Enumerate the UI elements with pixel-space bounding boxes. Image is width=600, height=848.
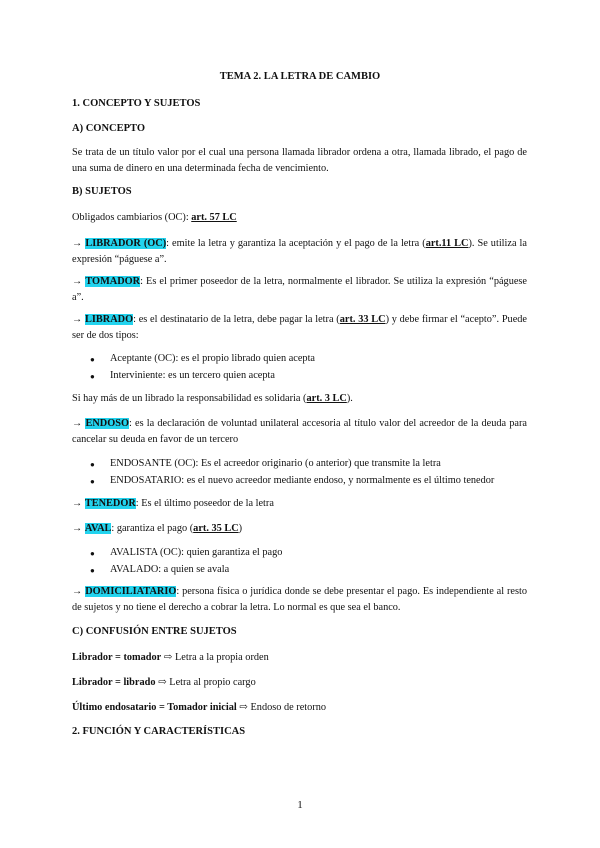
arrow-icon: → xyxy=(72,586,83,597)
aval-types-list xyxy=(90,545,530,579)
aval-text: : garantiza el pago ( xyxy=(111,523,194,534)
obligados-paragraph xyxy=(72,210,527,226)
confusion-line xyxy=(72,700,527,716)
document-title: TEMA 2. LA LETRA DE CAMBIO xyxy=(219,71,381,82)
arrow-icon: → xyxy=(72,276,83,287)
list-item: ● Aceptante (OC): es el propio librado quien acepta xyxy=(90,351,530,368)
subheading-concepto: A) CONCEPTO xyxy=(72,123,146,134)
confusion-term: Librador = librado xyxy=(72,677,156,688)
confusion-result: ⇨ Letra a la propia orden xyxy=(161,652,269,663)
solidaria-text: Si hay más de un librado la responsabilidad es solidaria ( xyxy=(72,393,307,404)
list-item: ● ENDOSATARIO: es el nuevo acreedor mediante endoso, y normalmente es el último tenedor xyxy=(90,473,530,490)
librador-paragraph xyxy=(72,236,527,268)
art-33-ref: art. 33 LC xyxy=(339,314,386,325)
tomador-paragraph xyxy=(72,274,527,306)
aval-paragraph xyxy=(72,521,527,537)
arrow-icon: → xyxy=(72,498,83,509)
confusion-result: ⇨ Letra al propio cargo xyxy=(155,677,256,688)
tenedor-text: : Es el último poseedor de la letra xyxy=(135,498,274,509)
obligados-text: Obligados cambiarios (OC): xyxy=(72,212,192,223)
page-number: 1 xyxy=(297,799,303,811)
endoso-text: : es la declaración de voluntad unilateral accesoria al título valor del acreedor de la deuda para cancelar su deuda en favor de un tercero xyxy=(72,418,527,445)
aval-term: AVAL xyxy=(84,523,112,534)
arrow-icon: → xyxy=(72,523,83,534)
domiciliatario-text: : persona física o jurídica donde se debe presentar el pago. Es independiente al resto de sujetos y no tiene el derecho a cobrar la letra. Lo normal es que sea el banco. xyxy=(72,586,527,613)
librado-term: LIBRADO xyxy=(85,314,134,325)
arrow-icon: → xyxy=(72,314,83,325)
endoso-term: ENDOSO xyxy=(85,418,129,429)
tenedor-paragraph xyxy=(72,496,527,512)
librado-paragraph xyxy=(72,312,527,344)
solidaria-paragraph xyxy=(72,391,527,407)
librador-term: LIBRADOR (OC) xyxy=(85,238,167,249)
librador-text: : emite la letra y garantiza la aceptación y el pago de la letra ( xyxy=(166,238,426,249)
list-item: ● AVALISTA (OC): quien garantiza el pago xyxy=(90,545,530,562)
art-11-ref: art.11 LC xyxy=(425,238,469,249)
librado-types-list xyxy=(90,351,530,385)
tomador-term: TOMADOR xyxy=(85,276,141,287)
subheading-sujetos: B) SUJETOS xyxy=(72,186,132,197)
librador-text-end: ). Se utiliza la expresión “páguese a”. xyxy=(72,238,527,265)
art-3-ref: art. 3 LC xyxy=(306,393,347,404)
solidaria-text-end: ). xyxy=(346,393,353,404)
librado-text: : es el destinatario de la letra, debe pagar la letra ( xyxy=(133,314,340,325)
endoso-paragraph xyxy=(72,416,527,448)
confusion-term: Último endosatario = Tomador inicial xyxy=(72,702,237,713)
endoso-types-list xyxy=(90,456,530,490)
concepto-paragraph: Se trata de un título valor por el cual una persona llamada librador ordena a otra, llamada librado, el pago de una suma de dinero en una determinada fecha de vencimiento. xyxy=(72,147,527,174)
confusion-result: ⇨ Endoso de retorno xyxy=(236,702,327,713)
confusion-line xyxy=(72,650,527,666)
section-heading-1: 1. CONCEPTO Y SUJETOS xyxy=(72,98,201,109)
subheading-confusion: C) CONFUSIÓN ENTRE SUJETOS xyxy=(72,626,237,637)
section-heading-2: 2. FUNCIÓN Y CARACTERÍSTICAS xyxy=(72,726,246,737)
librado-text-end: ) y debe firmar el “acepto”. Puede ser de dos tipos: xyxy=(72,314,527,341)
domiciliatario-paragraph xyxy=(72,584,527,616)
aval-text-end: ) xyxy=(238,523,243,534)
confusion-term: Librador = tomador xyxy=(72,652,162,663)
list-item: ● AVALADO: a quien se avala xyxy=(90,562,530,579)
domiciliatario-term: DOMICILIATARIO xyxy=(85,586,177,597)
tenedor-term: TENEDOR xyxy=(84,498,136,509)
list-item: ● ENDOSANTE (OC): Es el acreedor originario (o anterior) que transmite la letra xyxy=(90,456,530,473)
art-35-ref: art. 35 LC xyxy=(193,523,239,534)
confusion-line xyxy=(72,675,527,691)
list-item: ● Interviniente: es un tercero quien acepta xyxy=(90,368,530,385)
arrow-icon: → xyxy=(72,238,83,249)
tomador-text: : Es el primer poseedor de la letra, normalmente el librador. Se utiliza la expresión “páguese a”. xyxy=(72,276,527,303)
arrow-icon: → xyxy=(72,418,83,429)
art-57-ref: art. 57 LC xyxy=(191,212,237,223)
